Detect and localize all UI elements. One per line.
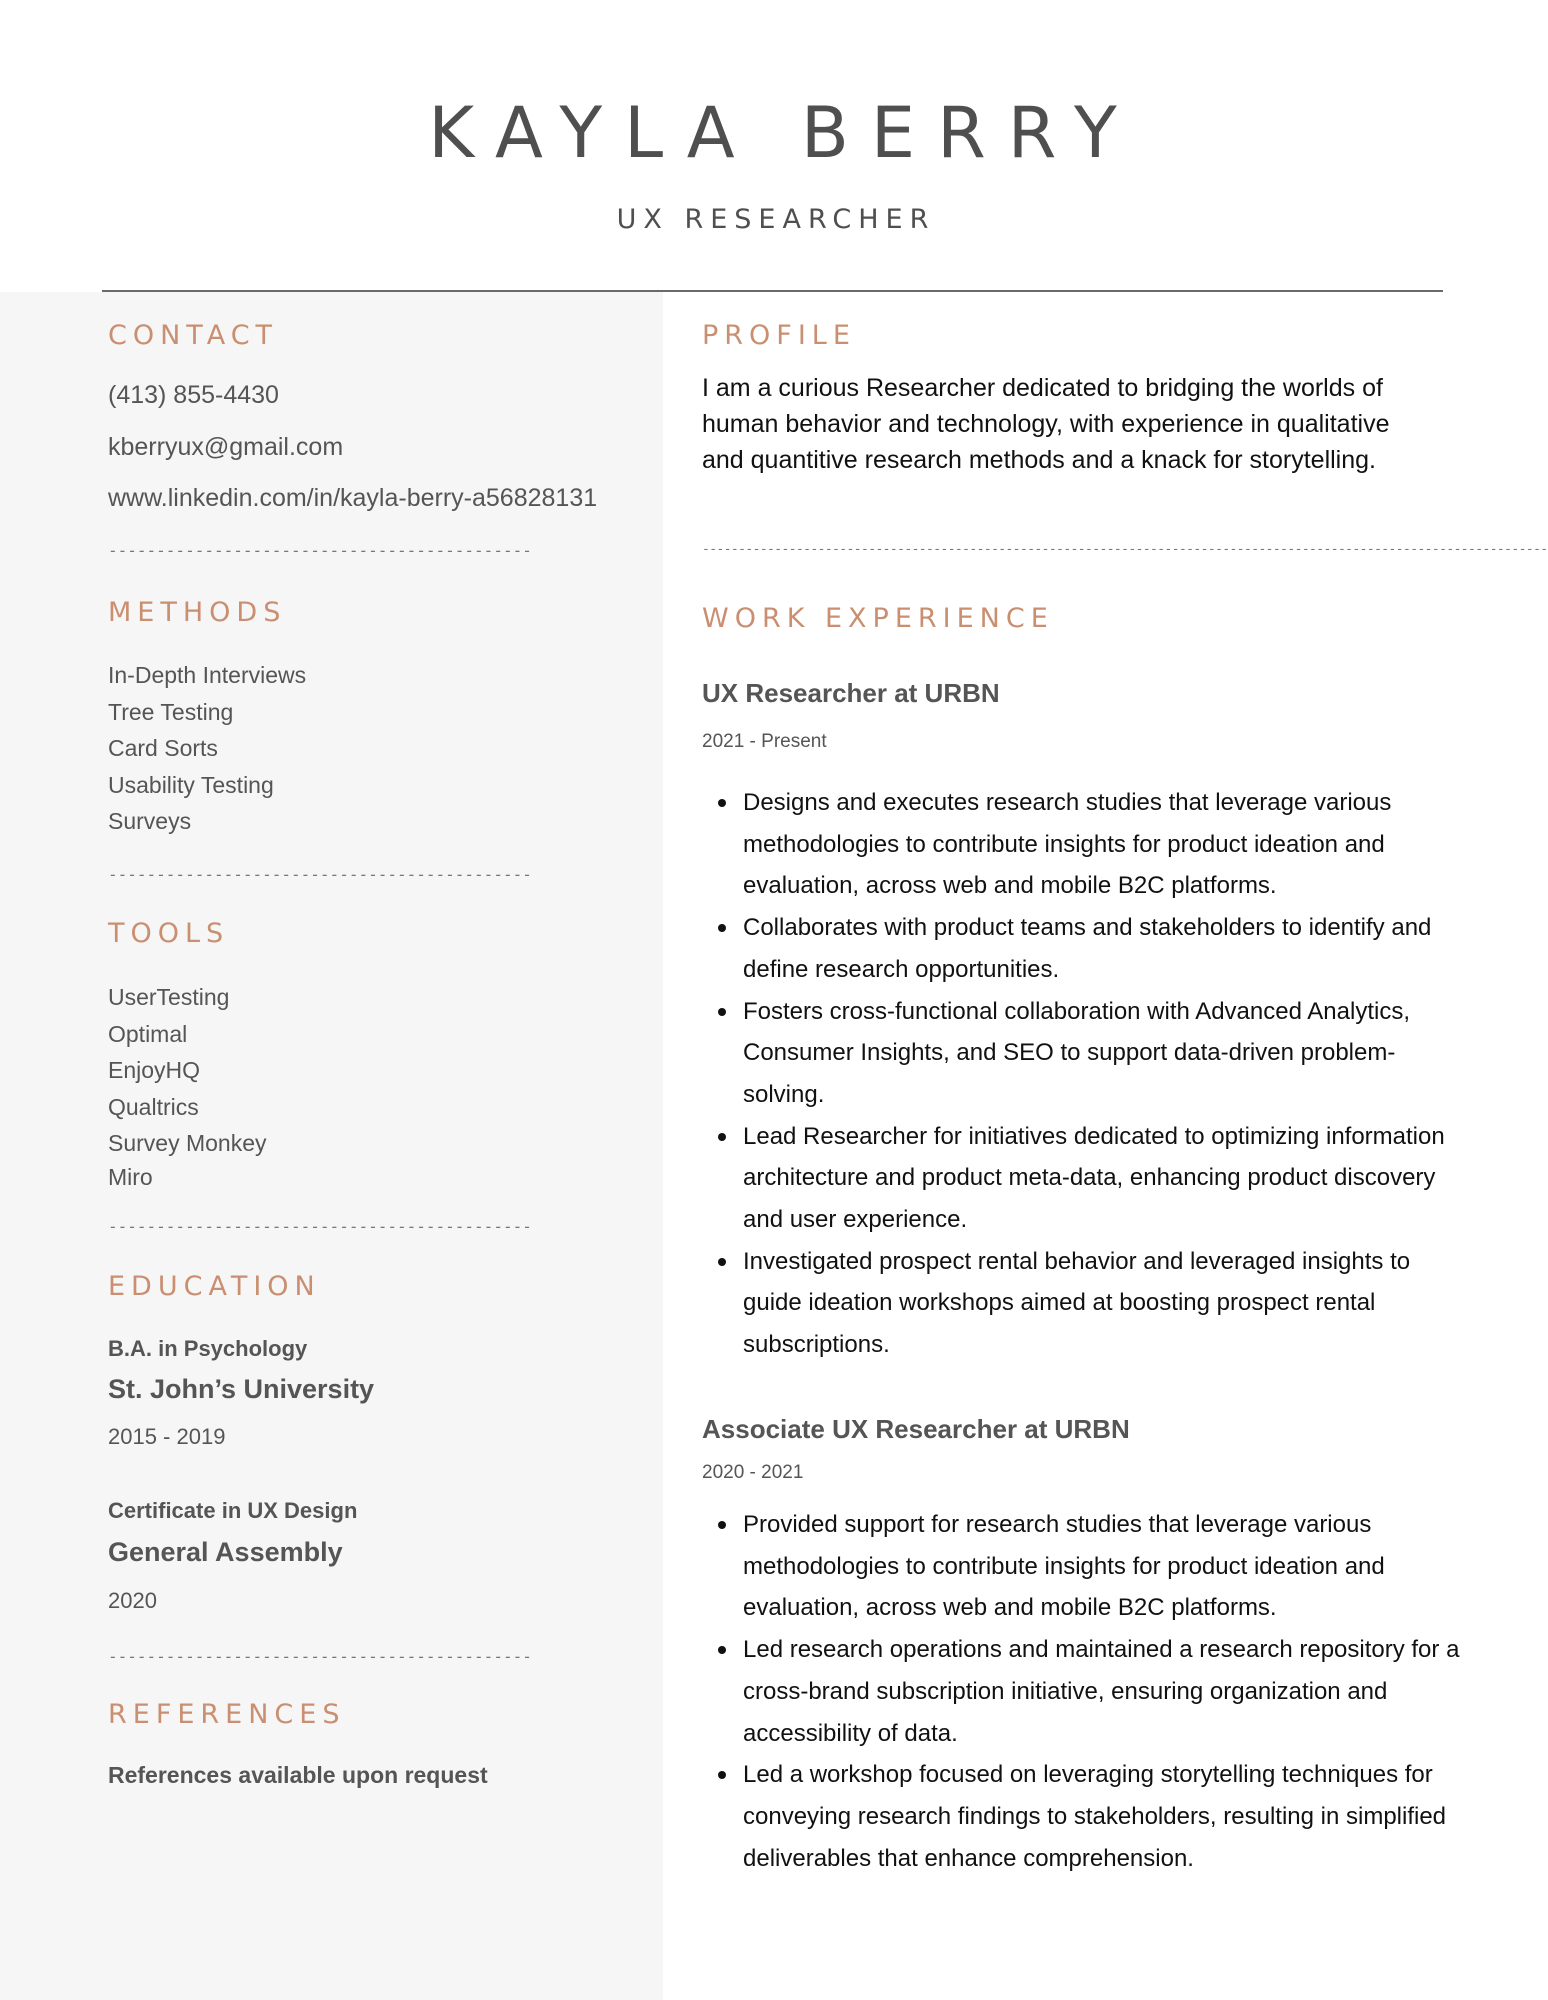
job-title: UX Researcher at URBN	[702, 678, 1000, 708]
list-item: Usability Testing	[108, 771, 274, 798]
sidebar-divider: --------------------------------------------	[108, 1217, 532, 1236]
list-item: Optimal	[108, 1020, 188, 1047]
list-item: Surveys	[108, 808, 192, 834]
list-item: Led a workshop focused on leveraging storytelling techniques for conveying research findings to stakeholders, resulting in simplified deliverables that enhance comprehension.	[702, 1754, 1462, 1879]
references-text: References available upon request	[108, 1762, 488, 1788]
bullet-icon	[718, 1646, 726, 1654]
education-years: 2015 - 2019	[108, 1424, 226, 1449]
list-item: Led research operations and maintained a research repository for a cross-brand subscription initiative, ensuring organization and accessibility of data.	[702, 1629, 1462, 1754]
list-item: EnjoyHQ	[108, 1057, 201, 1083]
references-heading: REFERENCES	[108, 1699, 346, 1730]
job-dates: 2020 - 2021	[702, 1462, 804, 1483]
list-item: Qualtrics	[108, 1093, 199, 1120]
contact-email[interactable]: kberryux@gmail.com	[108, 433, 344, 461]
list-item: Card Sorts	[108, 735, 218, 761]
job-bullets	[702, 1504, 1462, 1879]
contact-phone: (413) 855-4430	[108, 381, 279, 409]
job-bullets	[702, 782, 1462, 1366]
methods-heading: METHODS	[108, 597, 287, 628]
job-title-header: UX RESEARCHER	[616, 204, 936, 235]
list-item: Miro	[108, 1163, 153, 1190]
job-dates: 2021 - Present	[702, 731, 827, 752]
list-item: Provided support for research studies that leverage various methodologies to contribute insights for product ideation and evaluation, across web and mobile B2C platforms.	[702, 1504, 1462, 1629]
profile-summary: I am a curious Researcher dedicated to bridging the worlds of human behavior and technology, with experience in qualitative and quantitive research methods and a knack for storytelling.	[702, 374, 1390, 474]
bullet-icon	[718, 924, 726, 932]
bullet-icon	[718, 799, 726, 807]
list-item: Investigated prospect rental behavior and leveraged insights to guide ideation workshops aimed at boosting prospect rental subscriptions.	[702, 1241, 1462, 1366]
list-item: Survey Monkey	[108, 1130, 267, 1156]
tools-heading: TOOLS	[108, 918, 230, 949]
education-school: St. John’s University	[108, 1374, 375, 1404]
list-item: Lead Researcher for initiatives dedicated to optimizing information architecture and product meta-data, enhancing product discovery and user experience.	[702, 1116, 1462, 1241]
list-item: Tree Testing	[108, 698, 234, 725]
methods-list	[108, 657, 306, 840]
resume-name: KAYLA BERRY	[428, 92, 1139, 174]
sidebar-divider: --------------------------------------------	[108, 541, 532, 560]
job-title: Associate UX Researcher at URBN	[702, 1414, 1130, 1444]
work-experience-heading: WORK EXPERIENCE	[702, 603, 1054, 634]
profile-heading: PROFILE	[702, 320, 856, 351]
bullet-icon	[718, 1521, 726, 1529]
main-divider: ---------------------------------------------------------------------------------------------------------------------	[702, 542, 1548, 557]
bullet-icon	[718, 1771, 726, 1779]
education-degree: Certificate in UX Design	[108, 1498, 358, 1523]
education-degree: B.A. in Psychology	[108, 1336, 308, 1361]
contact-heading: CONTACT	[108, 320, 279, 351]
header-divider	[102, 290, 1443, 292]
bullet-icon	[718, 1258, 726, 1266]
sidebar-divider: --------------------------------------------	[108, 865, 532, 884]
list-item: Fosters cross-functional collaboration with Advanced Analytics, Consumer Insights, and SEO to support data-driven problem-solving.	[702, 991, 1462, 1116]
education-school: General Assembly	[108, 1537, 343, 1567]
tools-list	[108, 979, 267, 1192]
education-heading: EDUCATION	[108, 1271, 321, 1302]
list-item: UserTesting	[108, 984, 230, 1010]
bullet-icon	[718, 1008, 726, 1016]
contact-linkedin[interactable]: www.linkedin.com/in/kayla-berry-a56828131	[108, 484, 598, 512]
sidebar-divider: --------------------------------------------	[108, 1647, 532, 1666]
education-years: 2020	[108, 1588, 157, 1613]
list-item: In-Depth Interviews	[108, 662, 307, 688]
list-item: Designs and executes research studies that leverage various methodologies to contribute insights for product ideation and evaluation, across web and mobile B2C platforms.	[702, 782, 1462, 907]
bullet-icon	[718, 1133, 726, 1141]
list-item: Collaborates with product teams and stakeholders to identify and define research opportunities.	[702, 907, 1462, 990]
